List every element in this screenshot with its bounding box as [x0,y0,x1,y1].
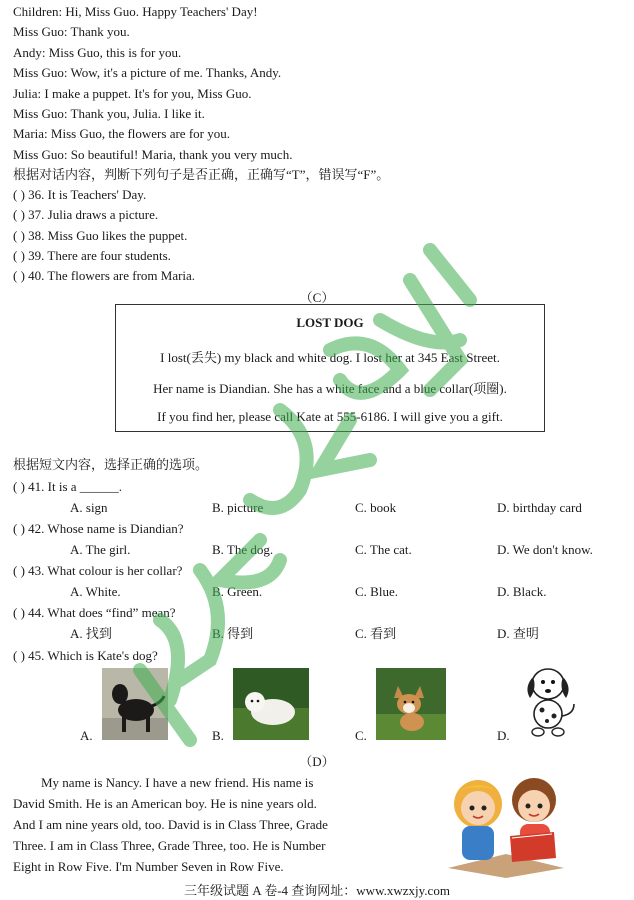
option-41-c: C. book [355,500,397,515]
notice-line-3: If you find her, please call Kate at 555-6186. I will give you a gift. [157,409,503,424]
passage [13,772,363,877]
option-41-a: A. sign [70,500,108,515]
tf-item-36: ( ) 36. It is Teachers' Day. [13,187,147,202]
notice-line-1: I lost(丢失) my black and white dog. I lost her at 345 East Street. [160,350,500,365]
tf-item-40: ( ) 40. The flowers are from Maria. [13,268,196,283]
tf-item-38: ( ) 38. Miss Guo likes the puppet. [13,228,188,243]
dialogue-line: Miss Guo: Thank you. [13,24,130,39]
notice-line-2: Her name is Diandian. She has a white face and a blue collar(项圈). [153,381,507,396]
section-c-title: （C） [299,290,335,305]
dialogue-line: Miss Guo: Thank you, Julia. I like it. [13,106,205,121]
option-42-d: D. We don't know. [497,542,593,557]
passage-line: And I am nine years old, too. David is in Class Three, Grade [13,817,328,832]
lost-dog-notice [115,304,545,432]
cartoon-dalmatian [518,664,580,740]
tf-item-39: ( ) 39. There are four students. [13,248,171,263]
question-44: ( ) 44. What does “find” mean? [13,605,176,620]
option-42-c: C. The cat. [355,542,412,557]
option-42-a: A. The girl. [70,542,131,557]
corgi-dog-photo [376,668,446,740]
black-dog-photo [102,668,168,740]
page-footer: 三年级试题 A 卷-4 查询网址：www.xwzxjy.com [184,883,450,898]
question-41: ( ) 41. It is a ______. [13,479,123,494]
white-dog-photo [233,668,309,740]
option-41-d: D. birthday card [497,500,582,515]
option-44-c: C. 看到 [355,626,397,641]
option-43-b: B. Green. [212,584,263,599]
question-43: ( ) 43. What colour is her collar? [13,563,183,578]
option-44-a: A. 找到 [70,626,112,641]
dialogue-line: Miss Guo: Wow, it's a picture of me. Thanks, Andy. [13,65,282,80]
pic-label-d: D. [497,728,510,743]
kids-reading-illustration [436,770,576,880]
passage-line: Eight in Row Five. I'm Number Seven in Row Five. [13,859,284,874]
question-42: ( ) 42. Whose name is Diandian? [13,521,184,536]
dialogue-line: Children: Hi, Miss Guo. Happy Teachers' Day! [13,4,258,19]
tf-item-37: ( ) 37. Julia draws a picture. [13,207,159,222]
instruction-tf: 根据对话内容，判断下列句子是否正确，正确写“T”，错误写“F”。 [13,167,390,182]
dialogue-line: Andy: Miss Guo, this is for you. [13,45,182,60]
option-43-c: C. Blue. [355,584,398,599]
dialogue-line: Miss Guo: So beautiful! Maria, thank you very much. [13,147,293,162]
notice-title: LOST DOG [296,315,364,330]
passage-line: Three. I am in Class Three, Grade Three, too. He is Number [13,838,326,853]
dialogue-line: Maria: Miss Guo, the flowers are for you. [13,126,230,141]
passage-line: David Smith. He is an American boy. He is nine years old. [13,796,317,811]
passage-line: My name is Nancy. I have a new friend. His name is [41,775,314,790]
pic-label-b: B. [212,728,224,743]
instruction-mc: 根据短文内容，选择正确的选项。 [13,457,209,472]
option-43-a: A. White. [70,584,121,599]
pic-label-a: A. [80,728,93,743]
option-42-b: B. The dog. [212,542,274,557]
option-44-b: B. 得到 [212,626,254,641]
section-d-title: （D） [299,754,335,769]
pic-label-c: C. [355,728,367,743]
dialogue-line: Julia: I make a puppet. It's for you, Miss Guo. [13,86,252,101]
question-45: ( ) 45. Which is Kate's dog? [13,648,158,663]
option-41-b: B. picture [212,500,264,515]
option-44-d: D. 查明 [497,626,539,641]
option-43-d: D. Black. [497,584,547,599]
